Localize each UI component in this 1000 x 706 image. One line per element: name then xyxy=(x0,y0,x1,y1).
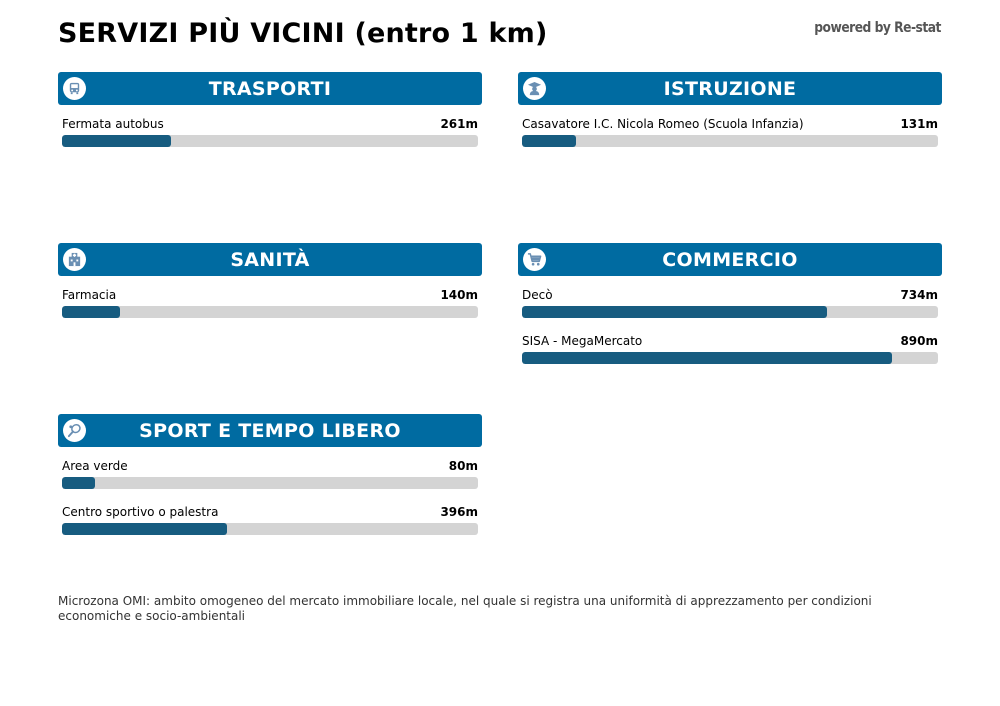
item-distance: 734m xyxy=(900,288,938,302)
shopping-cart-icon xyxy=(523,248,546,271)
distance-bar-fill xyxy=(62,135,171,147)
powered-by-label: powered by Re-stat xyxy=(814,20,941,36)
section-title: SPORT E TEMPO LIBERO xyxy=(139,419,401,442)
section-title: ISTRUZIONE xyxy=(663,77,797,100)
item-name: Fermata autobus xyxy=(62,117,164,131)
item-distance: 261m xyxy=(440,117,478,131)
item-distance: 396m xyxy=(440,505,478,519)
distance-bar xyxy=(62,477,478,489)
item-distance: 140m xyxy=(440,288,478,302)
item-distance: 80m xyxy=(448,459,478,473)
section-trasporti xyxy=(58,72,482,147)
footnote: Microzona OMI: ambito omogeneo del mercato immobiliare locale, nel quale si registra una uniformità di apprezzamento per condizioni economiche e socio-ambientali xyxy=(58,594,872,623)
list-item xyxy=(58,502,482,535)
item-name: Decò xyxy=(522,288,553,302)
item-distance: 131m xyxy=(900,117,938,131)
item-name: Farmacia xyxy=(62,288,117,302)
section-sanita xyxy=(58,243,482,318)
section-header xyxy=(58,72,482,105)
item-name: SISA - MegaMercato xyxy=(522,334,643,348)
list-item xyxy=(518,114,942,147)
item-name: Casavatore I.C. Nicola Romeo (Scuola Infanzia) xyxy=(522,117,804,131)
section-commercio xyxy=(518,243,942,364)
student-icon xyxy=(523,77,546,100)
bus-icon xyxy=(63,77,86,100)
distance-bar-fill xyxy=(62,477,95,489)
list-item xyxy=(58,456,482,489)
distance-bar-fill xyxy=(522,352,892,364)
tennis-icon xyxy=(63,419,86,442)
hospital-icon xyxy=(63,248,86,271)
distance-bar xyxy=(522,135,938,147)
section-istruzione xyxy=(518,72,942,147)
page-title: SERVIZI PIÙ VICINI (entro 1 km) xyxy=(58,18,548,49)
section-header xyxy=(518,72,942,105)
section-header xyxy=(518,243,942,276)
item-name: Centro sportivo o palestra xyxy=(62,505,219,519)
section-header xyxy=(58,414,482,447)
distance-bar xyxy=(62,306,478,318)
section-sport xyxy=(58,414,482,535)
list-item xyxy=(518,285,942,318)
distance-bar-fill xyxy=(522,306,827,318)
list-item xyxy=(58,114,482,147)
section-header xyxy=(58,243,482,276)
distance-bar-fill xyxy=(522,135,576,147)
distance-bar-fill xyxy=(62,306,120,318)
item-distance: 890m xyxy=(900,334,938,348)
section-title: SANITÀ xyxy=(230,248,310,271)
section-title: TRASPORTI xyxy=(208,77,332,100)
item-name: Area verde xyxy=(62,459,128,473)
distance-bar xyxy=(62,135,478,147)
distance-bar xyxy=(522,306,938,318)
distance-bar-fill xyxy=(62,523,227,535)
list-item xyxy=(58,285,482,318)
distance-bar xyxy=(62,523,478,535)
section-title: COMMERCIO xyxy=(662,248,798,271)
list-item xyxy=(518,331,942,364)
distance-bar xyxy=(522,352,938,364)
